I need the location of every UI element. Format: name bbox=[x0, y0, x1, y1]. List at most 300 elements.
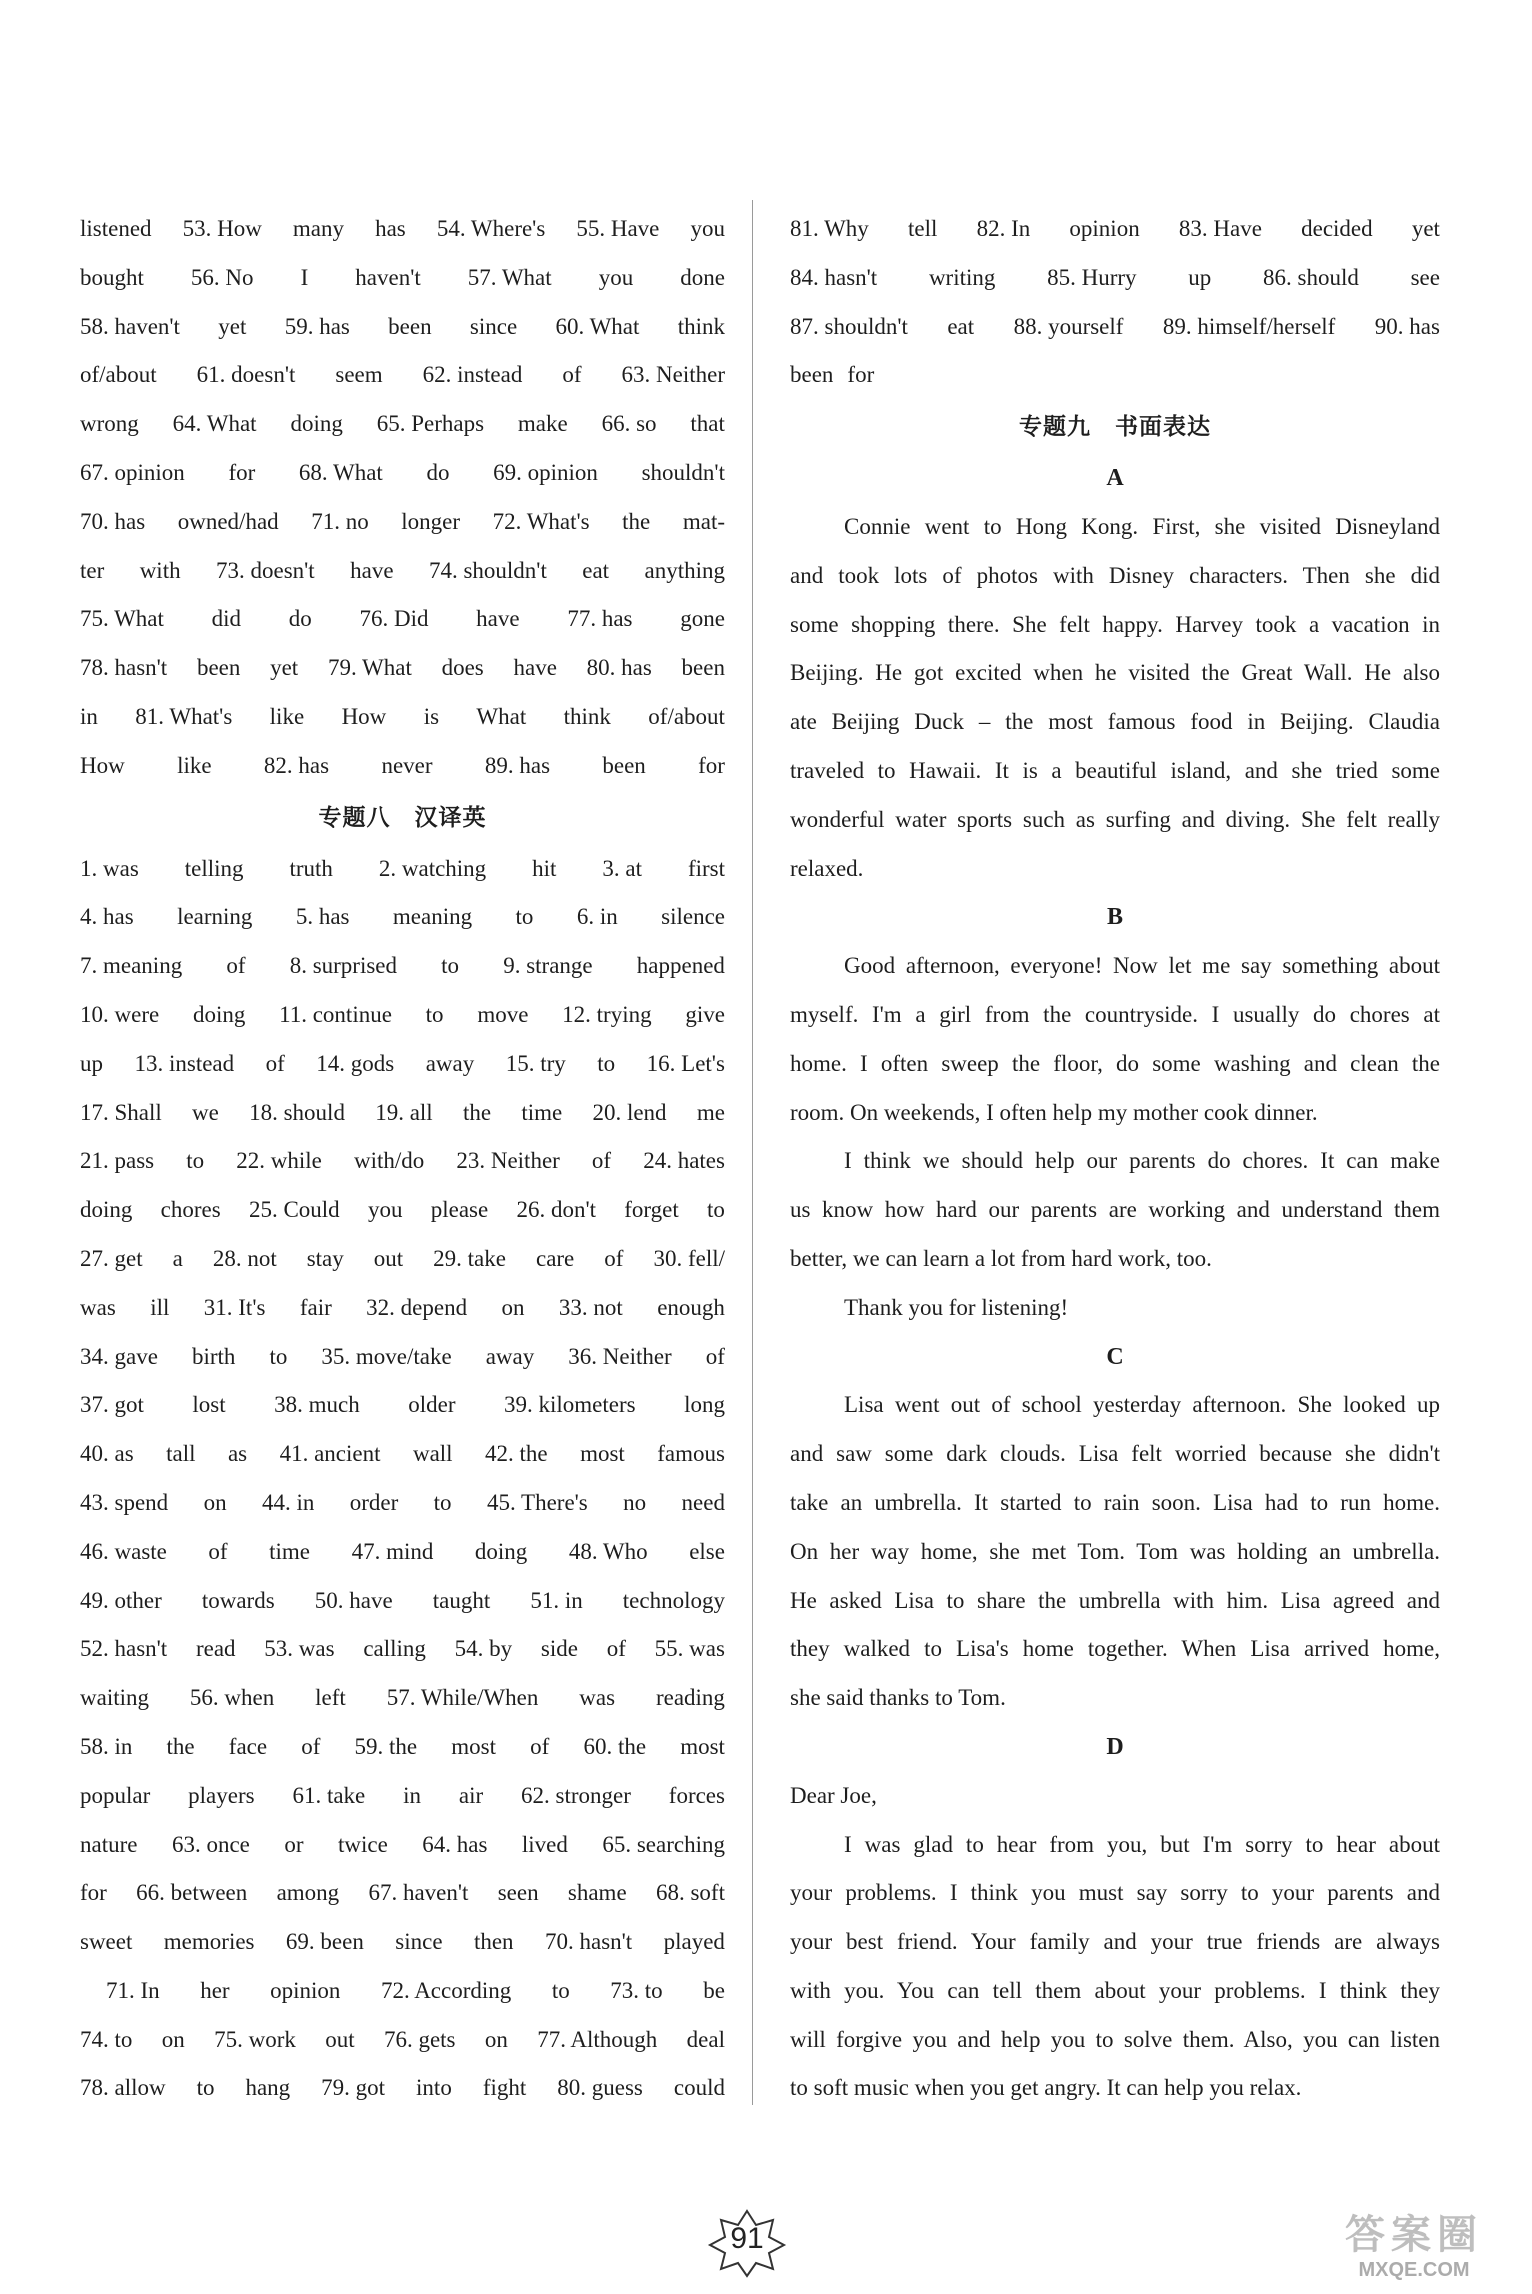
answer-token: enough bbox=[657, 1294, 725, 1320]
answer-token: to bbox=[425, 1001, 444, 1027]
answer-token: 57. What bbox=[467, 264, 552, 290]
answer-token: of bbox=[606, 1636, 626, 1662]
column-divider bbox=[752, 200, 753, 2105]
answer-token: to bbox=[515, 904, 534, 930]
answer-token: 62. instead bbox=[422, 362, 523, 388]
answer-token: you bbox=[598, 264, 634, 290]
answer-token: 81. What's bbox=[135, 703, 233, 729]
answer-token: to bbox=[441, 953, 460, 979]
answer-token: 56. when bbox=[189, 1685, 275, 1711]
answer-line bbox=[80, 742, 725, 791]
answer-token: 35. move/take bbox=[321, 1343, 452, 1369]
answer-token: to bbox=[269, 1343, 288, 1369]
answer-token: 78. hasn't bbox=[80, 655, 168, 681]
answer-token: 52. hasn't bbox=[80, 1636, 168, 1662]
answer-token: is bbox=[423, 703, 440, 729]
essay-line: ate Beijing Duck – the most famous food in Beijing. Claudia bbox=[790, 709, 1440, 735]
answer-token: most bbox=[580, 1441, 625, 1467]
answer-token: 71. no bbox=[311, 508, 369, 534]
answer-token: 19. all bbox=[375, 1099, 433, 1125]
answer-token: 48. Who bbox=[568, 1538, 648, 1564]
answer-token: 76. gets bbox=[383, 2026, 456, 2052]
answer-token: to bbox=[597, 1050, 616, 1076]
answer-token: 58. in bbox=[80, 1733, 133, 1759]
answer-token: most bbox=[680, 1733, 725, 1759]
answer-token: forces bbox=[668, 1782, 725, 1808]
answer-token: has bbox=[375, 216, 406, 241]
essay-line: He asked Lisa to share the umbrella with him. Lisa agreed and bbox=[790, 1587, 1440, 1613]
answer-token: 55. Have bbox=[576, 216, 660, 241]
answer-token: does bbox=[441, 655, 484, 681]
answer-token: 11. continue bbox=[279, 1001, 392, 1027]
answer-token: 89. has bbox=[484, 752, 551, 778]
right-column bbox=[790, 205, 1440, 2113]
answer-token: to bbox=[196, 2075, 215, 2101]
answer-token: memories bbox=[163, 1929, 255, 1955]
answer-token: older bbox=[408, 1392, 456, 1418]
answer-token: 16. Let's bbox=[646, 1050, 725, 1076]
answer-token: 29. take bbox=[433, 1245, 506, 1271]
answer-token: 42. the bbox=[485, 1441, 548, 1467]
answer-token: yet bbox=[1411, 216, 1440, 241]
answer-line bbox=[80, 1625, 725, 1674]
answer-token: with/do bbox=[353, 1148, 425, 1174]
answer-token: then bbox=[473, 1929, 514, 1955]
answer-line bbox=[80, 1918, 725, 1967]
answer-token: tell bbox=[907, 216, 938, 241]
answer-token: of bbox=[208, 1538, 228, 1564]
answer-line bbox=[80, 1479, 725, 1528]
answer-token: 61. doesn't bbox=[196, 362, 296, 388]
answer-token: out bbox=[373, 1245, 404, 1271]
answer-token: of bbox=[591, 1148, 612, 1174]
answer-token: 60. the bbox=[583, 1733, 647, 1759]
answer-token: 80. guess bbox=[557, 2075, 643, 2101]
answer-token: me bbox=[696, 1099, 725, 1125]
answer-token: 90. has bbox=[1374, 313, 1440, 339]
answer-token: haven't bbox=[355, 264, 421, 290]
answer-token: 18. should bbox=[249, 1099, 345, 1125]
answer-token: 81. Why bbox=[790, 216, 869, 241]
answer-token: 50. have bbox=[314, 1587, 393, 1613]
answer-token: bought bbox=[80, 264, 144, 290]
answer-token: in bbox=[80, 703, 98, 729]
answer-line bbox=[790, 254, 1440, 303]
answer-token: yet bbox=[270, 655, 299, 681]
answer-token: learning bbox=[177, 904, 253, 930]
answer-line bbox=[80, 2016, 725, 2065]
answer-token: ill bbox=[150, 1294, 170, 1320]
answer-token: 14. gods bbox=[316, 1050, 395, 1076]
answer-token: move bbox=[477, 1001, 529, 1027]
answer-token: 20. lend bbox=[592, 1099, 667, 1125]
answer-token: for bbox=[698, 752, 725, 778]
answer-token: 83. Have bbox=[1178, 216, 1262, 241]
answer-token: many bbox=[292, 216, 345, 241]
answer-token: twice bbox=[337, 1831, 388, 1857]
answer-token: 1. was bbox=[80, 855, 139, 881]
answer-token: for bbox=[847, 362, 875, 388]
answer-token: been bbox=[790, 362, 834, 388]
answer-token: 89. himself/herself bbox=[1162, 313, 1336, 339]
answer-token: left bbox=[315, 1685, 346, 1711]
answer-token: else bbox=[689, 1538, 725, 1564]
answer-token: gone bbox=[680, 606, 725, 632]
answer-token: on bbox=[161, 2026, 185, 2052]
answer-token: How bbox=[341, 703, 387, 729]
answer-token: you bbox=[367, 1197, 403, 1223]
essay-line: will forgive you and help you to solve them. Also, you can listen bbox=[790, 2026, 1440, 2052]
answer-token: think bbox=[677, 313, 725, 339]
answer-line bbox=[80, 498, 725, 547]
answer-token: 28. not bbox=[212, 1245, 277, 1271]
essay-line: relaxed. bbox=[790, 855, 864, 881]
answer-token: 33. not bbox=[558, 1294, 623, 1320]
answer-line bbox=[80, 693, 725, 742]
answer-token: 64. What bbox=[172, 411, 257, 437]
answer-line bbox=[80, 1186, 725, 1235]
answer-token: of bbox=[301, 1733, 321, 1759]
answer-token: 77. has bbox=[567, 606, 633, 632]
answer-token: What bbox=[476, 703, 527, 729]
answer-token: need bbox=[681, 1489, 725, 1515]
answer-token: into bbox=[416, 2075, 452, 2101]
page-number-badge bbox=[707, 2208, 787, 2278]
answer-token: wrong bbox=[80, 411, 139, 437]
answer-token: wall bbox=[412, 1441, 453, 1467]
answer-token: meaning bbox=[392, 904, 473, 930]
answer-token: 7. meaning bbox=[80, 953, 183, 979]
answer-token: have bbox=[476, 606, 520, 632]
answer-token: 60. What bbox=[555, 313, 640, 339]
answer-line bbox=[80, 1235, 725, 1284]
answer-token: been bbox=[388, 313, 432, 339]
answer-token: 68. What bbox=[298, 459, 383, 485]
answer-token: fair bbox=[299, 1294, 332, 1320]
answer-token: seem bbox=[335, 362, 383, 388]
answer-token: 12. trying bbox=[562, 1001, 652, 1027]
answer-line bbox=[80, 1723, 725, 1772]
answer-token: 10. were bbox=[80, 1001, 160, 1027]
answer-line bbox=[80, 893, 725, 942]
answer-token: of bbox=[705, 1343, 725, 1369]
left-column bbox=[80, 205, 725, 2113]
essay-line: some shopping there. She felt happy. Harvey took a vacation in bbox=[790, 611, 1440, 637]
answer-line bbox=[80, 1137, 725, 1186]
answer-token: decided bbox=[1301, 216, 1373, 241]
essay-line: Lisa went out of school yesterday afternoon. She looked up bbox=[844, 1392, 1440, 1418]
answer-token: of/about bbox=[648, 703, 725, 729]
answer-line bbox=[790, 303, 1440, 352]
answer-token: 8. surprised bbox=[289, 953, 398, 979]
answer-token: 75. What bbox=[80, 606, 164, 632]
answer-token: 47. mind bbox=[351, 1538, 434, 1564]
answer-line bbox=[790, 205, 1440, 254]
answer-token: doing bbox=[290, 411, 343, 437]
essay-a bbox=[790, 503, 1440, 893]
answer-token: 27. get bbox=[80, 1245, 143, 1271]
essay-c bbox=[790, 1381, 1440, 1723]
answer-token: sweet bbox=[80, 1929, 133, 1955]
answer-token: I bbox=[300, 264, 309, 290]
answer-line bbox=[80, 1089, 725, 1138]
answer-token: 44. in bbox=[261, 1489, 315, 1515]
essay-line: Dear Joe, bbox=[790, 1782, 877, 1808]
answer-token: longer bbox=[401, 508, 461, 534]
answer-token: never bbox=[381, 752, 433, 778]
answer-token: away bbox=[485, 1343, 535, 1369]
answer-token: 72. According bbox=[380, 1977, 512, 2003]
answer-token: seen bbox=[497, 1880, 539, 1906]
answer-line bbox=[80, 351, 725, 400]
essay-line: home. I often sweep the floor, do some washing and clean the bbox=[790, 1050, 1440, 1076]
answer-token: 2. watching bbox=[378, 855, 487, 881]
answer-token: mat- bbox=[682, 508, 725, 534]
answer-token: for bbox=[80, 1880, 107, 1906]
answer-token: opinion bbox=[270, 1977, 341, 2003]
answer-token: do bbox=[288, 606, 312, 632]
watermark-logo-text: 答案圈 bbox=[1345, 2213, 1483, 2257]
answer-token: or bbox=[284, 1831, 304, 1857]
watermark-url: MXQE.COM bbox=[1358, 2259, 1470, 2281]
answer-token: 22. while bbox=[236, 1148, 322, 1174]
answer-token: played bbox=[663, 1929, 725, 1955]
answer-token: 69. been bbox=[285, 1929, 364, 1955]
answer-token: 75. work bbox=[214, 2026, 296, 2052]
answer-token: read bbox=[195, 1636, 236, 1662]
answer-token: 59. has bbox=[284, 313, 350, 339]
answer-token: 54. Where's bbox=[436, 216, 546, 241]
answer-token: side bbox=[540, 1636, 578, 1662]
answer-token: ter bbox=[80, 557, 105, 583]
essay-line: us know how hard our parents are working and understand them bbox=[790, 1197, 1440, 1223]
answer-token: the bbox=[462, 1099, 492, 1125]
essay-line: and saw some dark clouds. Lisa felt worried because she didn't bbox=[790, 1441, 1440, 1467]
answer-token: 82. In bbox=[976, 216, 1031, 241]
answer-token: was bbox=[80, 1294, 116, 1320]
answer-token: tall bbox=[166, 1441, 196, 1467]
answer-token: that bbox=[690, 411, 725, 437]
answer-line bbox=[80, 1674, 725, 1723]
essay-line: I was glad to hear from you, but I'm sorry to hear about bbox=[844, 1831, 1440, 1857]
answer-token: 73. doesn't bbox=[216, 557, 315, 583]
answer-token: 39. kilometers bbox=[504, 1392, 636, 1418]
answer-line bbox=[80, 1333, 725, 1382]
answer-token: the bbox=[622, 508, 651, 534]
page-number: 91 bbox=[730, 2222, 764, 2255]
answer-token: do bbox=[426, 459, 450, 485]
answer-token: 68. soft bbox=[655, 1880, 725, 1906]
answer-token: 54. by bbox=[454, 1636, 513, 1662]
answer-token: give bbox=[685, 1001, 725, 1027]
answer-line bbox=[80, 254, 725, 303]
answer-token: like bbox=[269, 703, 305, 729]
answer-line bbox=[80, 303, 725, 352]
answer-line bbox=[80, 1430, 725, 1479]
essay-line: Good afternoon, everyone! Now let me say something about bbox=[844, 953, 1440, 979]
answer-token: 58. haven't bbox=[80, 313, 180, 339]
answer-token: 57. While/When bbox=[386, 1685, 539, 1711]
answer-token: on bbox=[484, 2026, 508, 2052]
essay-line: your best friend. Your family and your true friends are always bbox=[790, 1929, 1440, 1955]
answer-token: 41. ancient bbox=[279, 1441, 381, 1467]
answer-token: air bbox=[458, 1782, 484, 1808]
answer-token: deal bbox=[686, 2026, 725, 2052]
answer-token: in bbox=[403, 1782, 422, 1808]
section-title-8: 专题八 汉译英 bbox=[318, 804, 487, 831]
answer-token: 82. has bbox=[263, 752, 330, 778]
answer-token: among bbox=[276, 1880, 340, 1906]
answer-token: been bbox=[681, 655, 725, 681]
answer-token: to bbox=[186, 1148, 205, 1174]
essay-line: better, we can learn a lot from hard work, too. bbox=[790, 1245, 1212, 1271]
answer-token: a bbox=[172, 1245, 183, 1271]
answer-token: 30. fell/ bbox=[653, 1245, 725, 1271]
answer-token: time bbox=[521, 1099, 563, 1125]
answer-token: 13. instead bbox=[134, 1050, 235, 1076]
essay-line: take an umbrella. It started to rain soon. Lisa had to run home. bbox=[790, 1489, 1440, 1515]
watermark-logo bbox=[1314, 2212, 1514, 2290]
answer-token: 69. opinion bbox=[493, 459, 598, 485]
essay-line: Beijing. He got excited when he visited the Great Wall. He also bbox=[790, 660, 1440, 686]
answer-token: 86. should bbox=[1263, 264, 1359, 290]
answer-token: 37. got bbox=[80, 1392, 144, 1418]
answer-line bbox=[80, 845, 725, 894]
answer-token: up bbox=[1188, 264, 1212, 290]
answer-token: 74. shouldn't bbox=[428, 557, 547, 583]
answer-token: 65. Perhaps bbox=[376, 411, 485, 437]
answer-token: chores bbox=[160, 1197, 221, 1223]
answer-token: like bbox=[177, 752, 212, 778]
essay-line: room. On weekends, I often help my mother cook dinner. bbox=[790, 1099, 1318, 1125]
answer-token: on bbox=[501, 1294, 525, 1320]
answer-token: 5. has bbox=[295, 904, 350, 930]
answer-token: doing bbox=[474, 1538, 528, 1564]
answer-token: as bbox=[227, 1441, 248, 1467]
answer-token: 55. was bbox=[654, 1636, 725, 1662]
answer-token: of bbox=[530, 1733, 550, 1759]
answer-token: for bbox=[228, 459, 256, 485]
answer-token: 56. No bbox=[190, 264, 254, 290]
essay-line: On her way home, she met Tom. Tom was holding an umbrella. bbox=[790, 1538, 1440, 1564]
answer-line bbox=[80, 400, 725, 449]
answer-token: long bbox=[684, 1392, 725, 1418]
answer-token: 31. It's bbox=[203, 1294, 266, 1320]
answer-token: the bbox=[166, 1733, 195, 1759]
answer-token: 80. has bbox=[586, 655, 652, 681]
answer-token: 51. in bbox=[530, 1587, 583, 1613]
answer-token: 49. other bbox=[80, 1587, 162, 1613]
answer-line bbox=[80, 595, 725, 644]
answer-token: 74. to bbox=[80, 2026, 133, 2052]
answer-token: 70. has bbox=[80, 508, 146, 534]
answer-token: 85. Hurry bbox=[1047, 264, 1137, 290]
answer-token: 79. What bbox=[327, 655, 412, 681]
answer-token: silence bbox=[661, 904, 725, 930]
answer-token: happened bbox=[636, 953, 725, 979]
answer-token: players bbox=[188, 1782, 255, 1808]
answer-line bbox=[80, 205, 725, 254]
answer-token: shame bbox=[567, 1880, 627, 1906]
answer-token: 67. opinion bbox=[80, 459, 185, 485]
answer-token: did bbox=[211, 606, 242, 632]
answer-token: 79. got bbox=[321, 2075, 386, 2101]
answer-token: 21. pass bbox=[80, 1148, 155, 1174]
answer-line bbox=[80, 2064, 725, 2113]
answer-token: 73. to bbox=[610, 1977, 663, 2003]
answer-token: her bbox=[200, 1977, 230, 2003]
answer-token: 67. haven't bbox=[368, 1880, 469, 1906]
answer-token: 43. spend bbox=[80, 1489, 169, 1515]
answer-token: waiting bbox=[80, 1685, 149, 1711]
answer-token: 78. allow bbox=[80, 2075, 166, 2101]
answer-lines-block bbox=[80, 205, 725, 791]
answer-token: you bbox=[690, 216, 725, 241]
answer-token: towards bbox=[201, 1587, 275, 1613]
answer-line bbox=[80, 1869, 725, 1918]
answer-token: nature bbox=[80, 1831, 138, 1857]
answer-token: of bbox=[226, 953, 246, 979]
answer-token: technology bbox=[622, 1587, 725, 1613]
answer-token: 76. Did bbox=[359, 606, 429, 632]
answer-token: 4. has bbox=[80, 904, 134, 930]
answer-line bbox=[80, 1577, 725, 1626]
answer-token: we bbox=[192, 1099, 219, 1125]
answer-line bbox=[80, 547, 725, 596]
answer-token: eat bbox=[947, 313, 975, 339]
answer-token: 15. try bbox=[505, 1050, 566, 1076]
answer-token: could bbox=[673, 2075, 725, 2101]
answer-token: of bbox=[604, 1245, 624, 1271]
answer-token: listened bbox=[80, 216, 152, 241]
answer-token: 63. Neither bbox=[621, 362, 725, 388]
answer-token: been bbox=[196, 655, 241, 681]
answer-token: anything bbox=[644, 557, 725, 583]
answer-token: with bbox=[139, 557, 181, 583]
answer-line bbox=[80, 1967, 725, 2016]
answer-token: of/about bbox=[80, 362, 157, 388]
answer-line bbox=[80, 1772, 725, 1821]
answer-token: on bbox=[203, 1489, 227, 1515]
essay-line: your problems. I think you must say sorry to your parents and bbox=[790, 1880, 1440, 1906]
essay-line: to soft music when you get angry. It can help you relax. bbox=[790, 2075, 1302, 2101]
essay-line: she said thanks to Tom. bbox=[790, 1685, 1006, 1711]
essay-line: traveled to Hawaii. It is a beautiful island, and she tried some bbox=[790, 757, 1440, 783]
answer-token: out bbox=[325, 2026, 355, 2052]
answer-token: no bbox=[623, 1489, 647, 1515]
answer-token: up bbox=[80, 1050, 103, 1076]
answer-token: of bbox=[265, 1050, 285, 1076]
answer-token: 36. Neither bbox=[568, 1343, 672, 1369]
answer-token: of bbox=[562, 362, 582, 388]
answer-line bbox=[790, 351, 1440, 400]
answer-token: 65. searching bbox=[602, 1831, 725, 1857]
essay-line: myself. I'm a girl from the countryside. I usually do chores at bbox=[790, 1001, 1440, 1027]
answer-token: 53. was bbox=[264, 1636, 335, 1662]
answer-token: taught bbox=[432, 1587, 491, 1613]
answer-token: to bbox=[551, 1977, 570, 2003]
answer-token: lived bbox=[521, 1831, 568, 1857]
answer-token: 84. hasn't bbox=[790, 264, 878, 290]
answer-token: 24. hates bbox=[643, 1148, 725, 1174]
answer-token: owned/had bbox=[177, 508, 279, 534]
answer-token: face bbox=[228, 1733, 268, 1759]
answer-token: 66. so bbox=[601, 411, 657, 437]
answer-token: 71. In bbox=[106, 1977, 160, 2003]
answer-token: have bbox=[350, 557, 394, 583]
answer-line bbox=[80, 1528, 725, 1577]
answer-token: to bbox=[433, 1489, 452, 1515]
